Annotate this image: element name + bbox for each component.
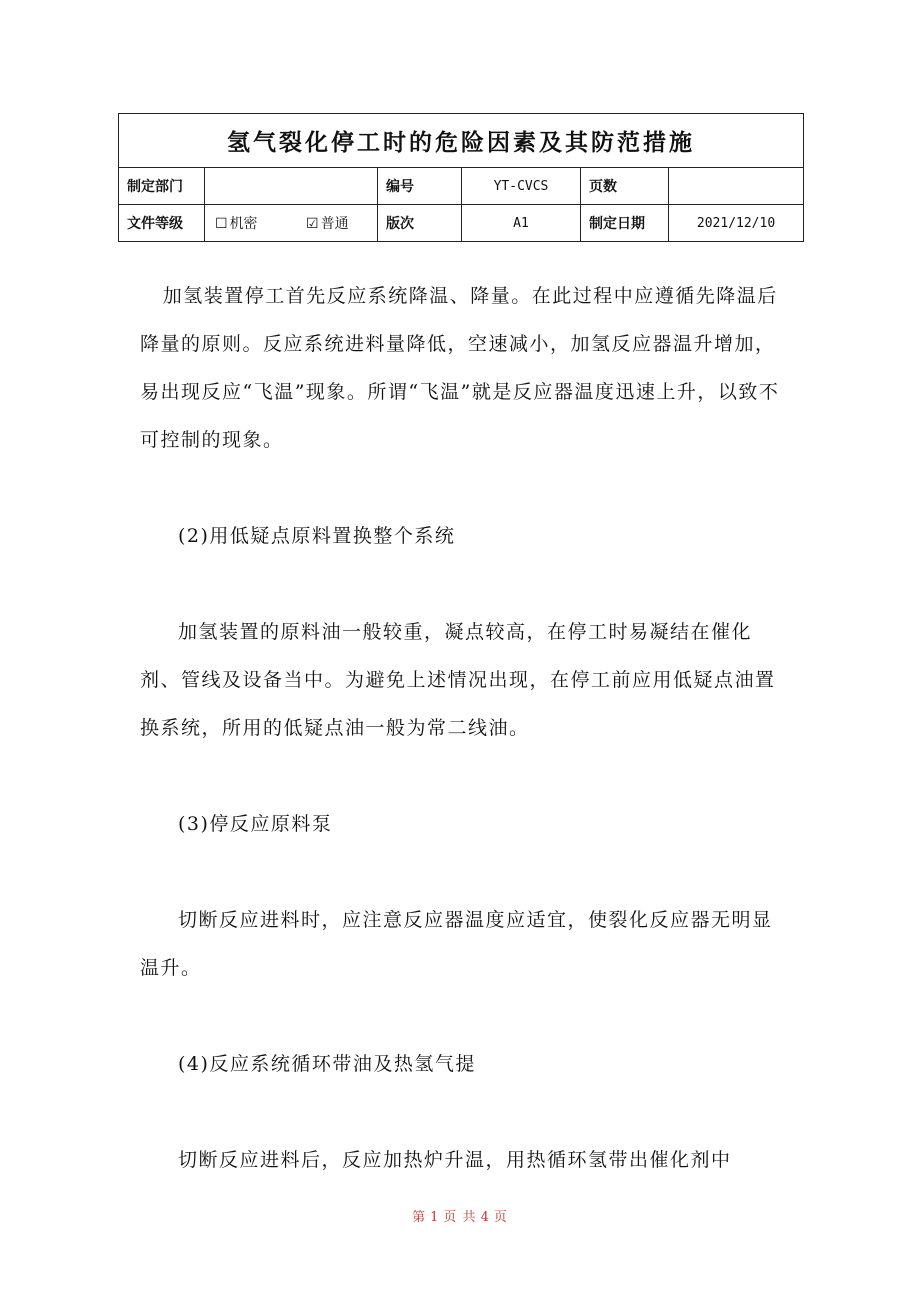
pages-label: 页数 (581, 168, 669, 205)
number-label: 编号 (378, 168, 462, 205)
grade-options (205, 205, 378, 242)
number-value: YT-CVCS (462, 168, 581, 205)
grade-option-label: 机密 (229, 216, 258, 232)
date-label: 制定日期 (581, 205, 669, 242)
footer-middle: 页 共 (443, 1210, 477, 1225)
document-header-table (118, 113, 804, 242)
grade-label: 文件等级 (119, 205, 205, 242)
page-footer (0, 1206, 920, 1225)
document-body (140, 272, 780, 1184)
dept-value (205, 168, 378, 205)
spacer (140, 560, 780, 608)
version-value: A1 (462, 205, 581, 242)
paragraph-3: 切断反应进料时，应注意反应器温度应适宜，使裂化反应器无明显温升。 (140, 909, 773, 979)
paragraph-2: 加氢装置的原料油一般较重，凝点较高，在停工时易凝结在催化剂、管线及设备当中。为避免上述情况出现，在停工前应用低疑点油置换系统，所用的低疑点油一般为常二线油。 (140, 621, 776, 739)
spacer (140, 464, 780, 512)
spacer (140, 848, 780, 896)
pages-value (669, 168, 804, 205)
footer-suffix: 页 (493, 1210, 508, 1225)
section-heading-4: (4)反应系统循环带油及热氢气提 (178, 1053, 476, 1075)
grade-option-normal[interactable] (306, 213, 349, 233)
spacer (140, 752, 780, 800)
document-title: 氢气裂化停工时的危险因素及其防范措施 (119, 114, 804, 168)
checkbox-checked-icon[interactable]: ☑ (306, 216, 319, 232)
grade-option-confidential[interactable] (215, 213, 258, 233)
checkbox-unchecked-icon[interactable]: ☐ (215, 216, 228, 232)
dept-label: 制定部门 (119, 168, 205, 205)
spacer (140, 1088, 780, 1136)
date-value: 2021/12/10 (669, 205, 804, 242)
grade-option-label: 普通 (320, 216, 349, 232)
section-heading-3: (3)停反应原料泵 (178, 813, 333, 835)
paragraph-4: 切断反应进料后，反应加热炉升温，用热循环氢带出催化剂中 (178, 1149, 732, 1171)
spacer (140, 992, 780, 1040)
total-pages-number: 4 (480, 1210, 490, 1225)
version-label: 版次 (378, 205, 462, 242)
paragraph-1: 加氢装置停工首先反应系统降温、降量。在此过程中应遵循先降温后降量的原则。反应系统进料量降低，空速减小，加氢反应器温升增加，易出现反应“飞温”现象。所谓“飞温”就是反应器温度迅速上升，以致不可控制的现象。 (140, 285, 780, 451)
footer-prefix: 第 (412, 1210, 427, 1225)
section-heading-2: (2)用低疑点原料置换整个系统 (178, 525, 456, 547)
current-page-number: 1 (430, 1210, 440, 1225)
